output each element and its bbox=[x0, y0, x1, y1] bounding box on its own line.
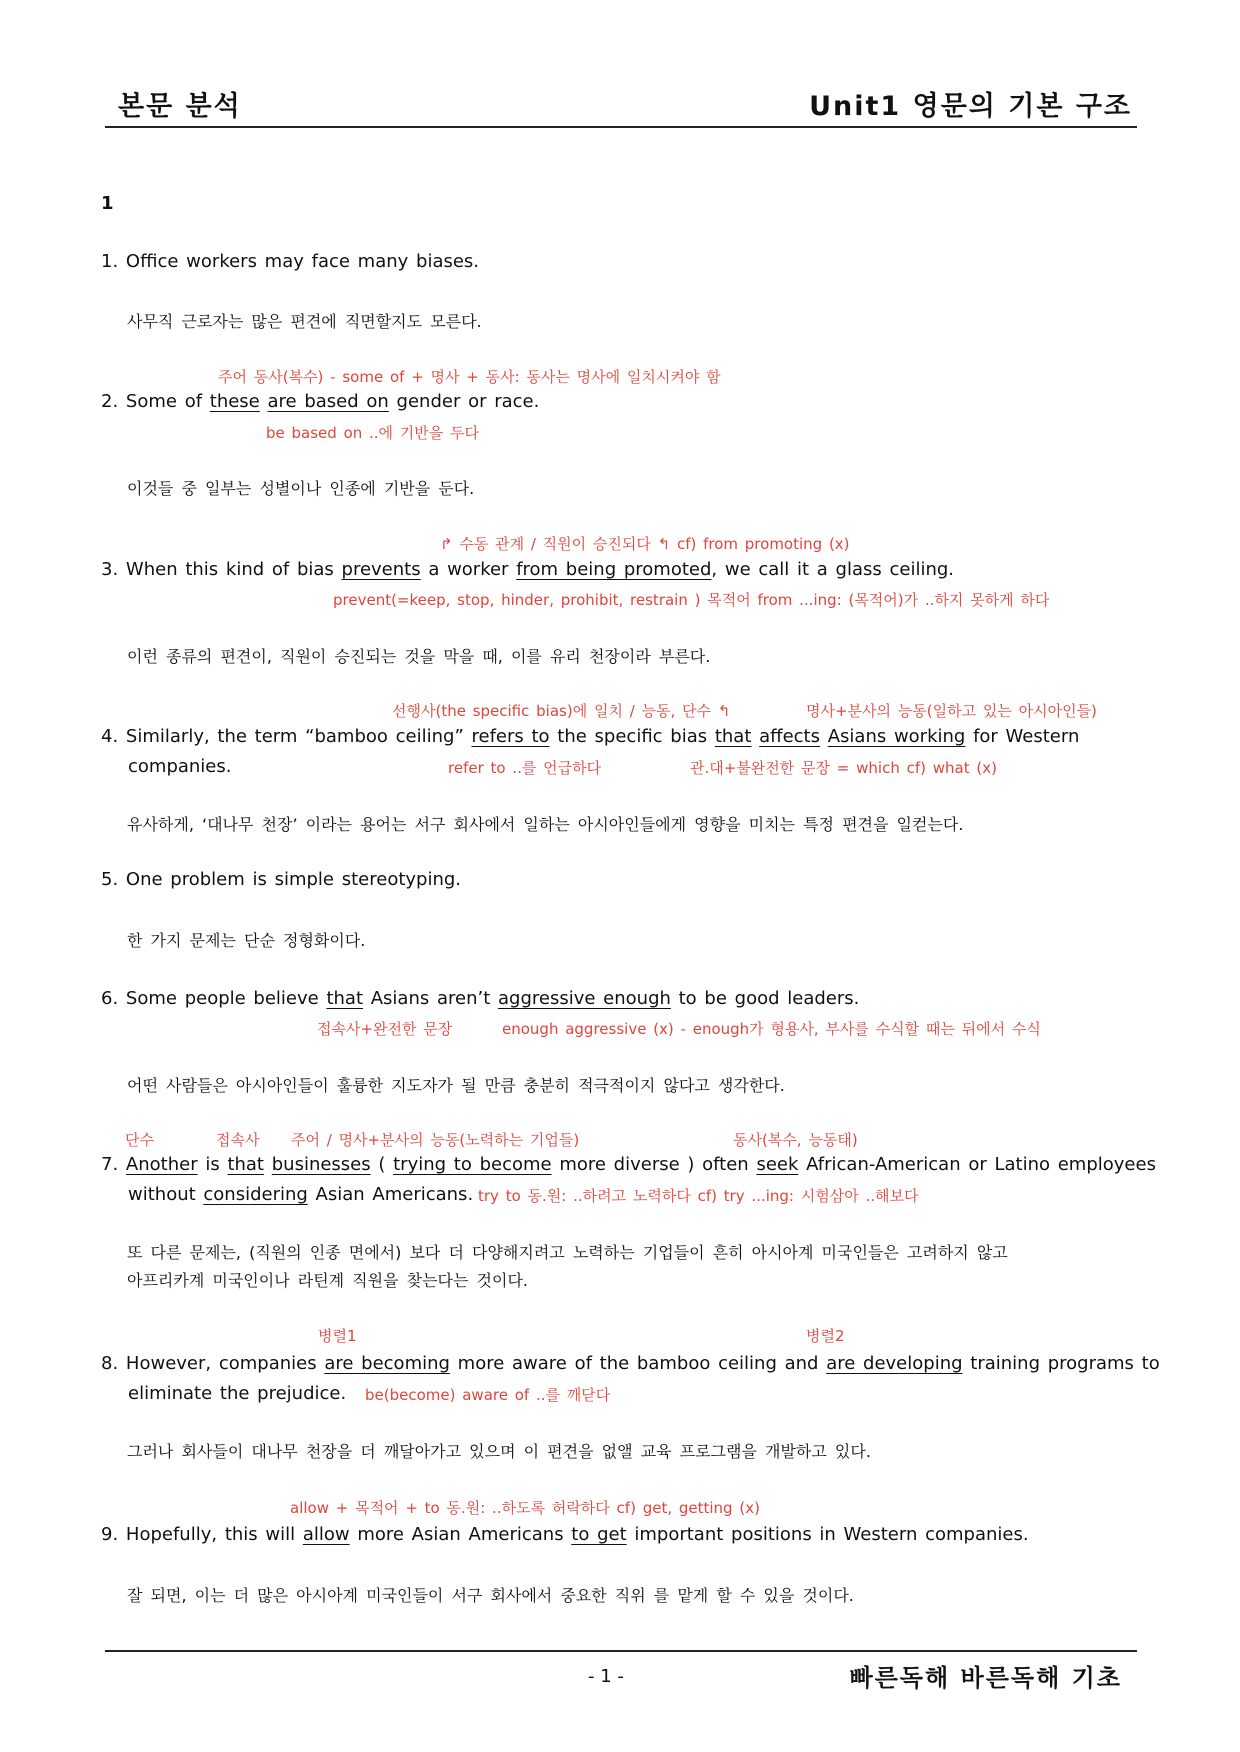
underlined-verb: are based on bbox=[267, 391, 389, 412]
sentence-number: 1. bbox=[101, 251, 119, 272]
text-run: Asian Americans. bbox=[307, 1184, 474, 1205]
unit-title: Unit1 영문의 기본 구조 bbox=[809, 91, 1132, 122]
underlined-phrase: aggressive enough bbox=[498, 988, 671, 1009]
translation-6: 어떤 사람들은 아시아인들이 훌륭한 지도자가 될 만큼 충분히 적극적이지 않다고 생각한다. bbox=[127, 1076, 785, 1095]
annotation-2-top: 주어 동사(복수) - some of + 명사 + 동사: 동사는 명사에 일치시켜야 함 bbox=[218, 368, 721, 386]
footer-rule bbox=[105, 1650, 1137, 1652]
text-run: , we call it a glass ceiling. bbox=[711, 559, 955, 580]
text-run bbox=[260, 391, 268, 412]
text-run: a worker bbox=[420, 559, 517, 580]
sentence-number: 8. bbox=[101, 1353, 119, 1374]
text-run bbox=[820, 726, 828, 747]
sentence-number: 9. bbox=[101, 1524, 119, 1545]
annotation-7-top-2: 접속사 bbox=[216, 1131, 260, 1149]
translation-7-line-1: 또 다른 문제는, (직원의 인종 면에서) 보다 더 다양해지려고 노력하는 기업들이 흔히 아시아계 미국인들은 고려하지 않고 bbox=[127, 1243, 1008, 1262]
translation-3: 이런 종류의 편견이, 직원이 승진되는 것을 막을 때, 이를 유리 천장이라 부른다. bbox=[127, 647, 711, 666]
underlined-verb: are developing bbox=[826, 1353, 963, 1374]
annotation-7-top-3: 주어 / 명사+분사의 능동(노력하는 기업들) bbox=[291, 1131, 580, 1149]
text-run: When this kind of bias bbox=[125, 559, 342, 580]
sentence-7 bbox=[101, 1154, 1156, 1175]
sentence-text: Office workers may face many biases. bbox=[125, 251, 480, 272]
underlined-verb: are becoming bbox=[324, 1353, 450, 1374]
underlined-relative-pronoun: that bbox=[714, 726, 752, 747]
book-title: 빠른독해 바른독해 기초 bbox=[849, 1664, 1122, 1692]
sentence-7-line-2 bbox=[128, 1184, 473, 1205]
underlined-phrase: Asians working bbox=[827, 726, 966, 747]
translation-9: 잘 되면, 이는 더 많은 아시아계 미국인들이 서구 회사에서 중요한 직위 를 맡게 할 수 있을 것이다. bbox=[127, 1586, 854, 1605]
header-rule bbox=[105, 126, 1137, 128]
annotation-3-bottom: prevent(=keep, stop, hinder, prohibit, restrain ) 목적어 from ...ing: (목적어)가 ..하지 못하게 하다 bbox=[333, 591, 1050, 609]
annotation-4-top-2: 명사+분사의 능동(일하고 있는 아시아인들) bbox=[806, 702, 1097, 720]
text-run: Some of bbox=[125, 391, 210, 412]
sentence-1 bbox=[101, 251, 479, 272]
annotation-8-inline: be(become) aware of ..를 깨닫다 bbox=[365, 1386, 611, 1404]
text-run: more aware of the bamboo ceiling and bbox=[449, 1353, 827, 1374]
underlined-infinitive: to get bbox=[571, 1524, 627, 1545]
sentence-4 bbox=[101, 726, 1079, 747]
underlined-verb: prevents bbox=[341, 559, 421, 580]
annotation-7-top-1: 단수 bbox=[125, 1131, 154, 1149]
section-number: 1 bbox=[101, 193, 114, 214]
annotation-8-top-2: 병렬2 bbox=[806, 1327, 845, 1345]
translation-8: 그러나 회사들이 대나무 천장을 더 깨달아가고 있으며 이 편견을 없앨 교육 프로그램을 개발하고 있다. bbox=[127, 1442, 871, 1461]
page-title: 본문 분석 bbox=[118, 91, 242, 122]
translation-1: 사무직 근로자는 많은 편견에 직면할지도 모른다. bbox=[127, 312, 482, 331]
sentence-number: 2. bbox=[101, 391, 119, 412]
underlined-verb: affects bbox=[759, 726, 820, 747]
text-run: However, companies bbox=[125, 1353, 325, 1374]
sentence-3 bbox=[101, 559, 954, 580]
text-run bbox=[751, 726, 759, 747]
text-run: to be good leaders. bbox=[670, 988, 860, 1009]
sentence-5 bbox=[101, 869, 461, 890]
sentence-9 bbox=[101, 1524, 1029, 1545]
text-run: Some people believe bbox=[125, 988, 327, 1009]
sentence-4-line-2: companies. bbox=[128, 756, 232, 777]
text-run: more Asian Americans bbox=[349, 1524, 572, 1545]
translation-2: 이것들 중 일부는 성별이나 인종에 기반을 둔다. bbox=[127, 479, 475, 498]
sentence-2 bbox=[101, 391, 539, 412]
text-run: is bbox=[197, 1154, 228, 1175]
translation-4: 유사하게, ‘대나무 천장’ 이라는 용어는 서구 회사에서 일하는 아시아인들에게 영향을 미치는 특정 편견을 일컫는다. bbox=[127, 815, 964, 834]
sentence-number: 4. bbox=[101, 726, 119, 747]
sentence-number: 3. bbox=[101, 559, 119, 580]
sentence-number: 7. bbox=[101, 1154, 119, 1175]
text-run: for Western bbox=[965, 726, 1080, 747]
translation-5: 한 가지 문제는 단순 정형화이다. bbox=[127, 931, 366, 950]
text-run: gender or race. bbox=[388, 391, 540, 412]
annotation-4-inline-1: refer to ..를 언급하다 bbox=[448, 759, 602, 777]
annotation-4-inline-2: 관.대+불완전한 문장 = which cf) what (x) bbox=[690, 759, 997, 777]
translation-7-line-2: 아프리카계 미국인이나 라틴계 직원을 찾는다는 것이다. bbox=[127, 1271, 529, 1290]
annotation-2-bottom: be based on ..에 기반을 두다 bbox=[266, 424, 480, 442]
underlined-phrase: trying to become bbox=[393, 1154, 552, 1175]
text-run: African-American or Latino employees bbox=[798, 1154, 1156, 1175]
sentence-number: 6. bbox=[101, 988, 119, 1009]
annotation-3-top: ↱ 수동 관계 / 직원이 승진되다 ↰ cf) from promoting (x) bbox=[440, 535, 850, 553]
text-run: ( bbox=[370, 1154, 394, 1175]
sentence-text: One problem is simple stereotyping. bbox=[125, 869, 462, 890]
sentence-8 bbox=[101, 1353, 1160, 1374]
underlined-conjunction: that bbox=[326, 988, 364, 1009]
text-run: important positions in Western companies. bbox=[626, 1524, 1029, 1545]
annotation-7-top-4: 동사(복수, 능동태) bbox=[733, 1131, 858, 1149]
text-run: more diverse ) often bbox=[551, 1154, 757, 1175]
sentence-8-line-2: eliminate the prejudice. bbox=[128, 1383, 347, 1404]
sentence-6 bbox=[101, 988, 859, 1009]
underlined-subject: these bbox=[209, 391, 260, 412]
text-run: Similarly, the term “bamboo ceiling” bbox=[125, 726, 472, 747]
text-run bbox=[264, 1154, 272, 1175]
annotation-4-top-1: 선행사(the specific bias)에 일치 / 능동, 단수 ↰ bbox=[392, 702, 731, 720]
underlined-subject: Another bbox=[125, 1154, 198, 1175]
underlined-conjunction: that bbox=[227, 1154, 264, 1175]
annotation-6-bottom-1: 접속사+완전한 문장 bbox=[317, 1020, 453, 1038]
sentence-number: 5. bbox=[101, 869, 119, 890]
underlined-verb: refers to bbox=[471, 726, 550, 747]
annotation-6-bottom-2: enough aggressive (x) - enough가 형용사, 부사를 수식할 때는 뒤에서 수식 bbox=[502, 1020, 1041, 1038]
text-run: training programs to bbox=[962, 1353, 1160, 1374]
text-run: the specific bias bbox=[549, 726, 715, 747]
text-run: Hopefully, this will bbox=[125, 1524, 303, 1545]
annotation-7-inline: try to 동.원: ..하려고 노력하다 cf) try ...ing: 시험삼아 ..해보다 bbox=[478, 1187, 919, 1205]
underlined-verb: allow bbox=[302, 1524, 350, 1545]
annotation-9-top: allow + 목적어 + to 동.원: ..하도록 허락하다 cf) get, getting (x) bbox=[290, 1499, 760, 1517]
text-run: without bbox=[128, 1184, 204, 1205]
underlined-subject: businesses bbox=[271, 1154, 371, 1175]
underlined-verb: seek bbox=[756, 1154, 799, 1175]
text-run: Asians aren’t bbox=[363, 988, 498, 1009]
underlined-gerund: considering bbox=[203, 1184, 308, 1205]
underlined-phrase: from being promoted bbox=[516, 559, 712, 580]
page-number: - 1 - bbox=[588, 1666, 624, 1687]
annotation-8-top-1: 병렬1 bbox=[318, 1327, 357, 1345]
